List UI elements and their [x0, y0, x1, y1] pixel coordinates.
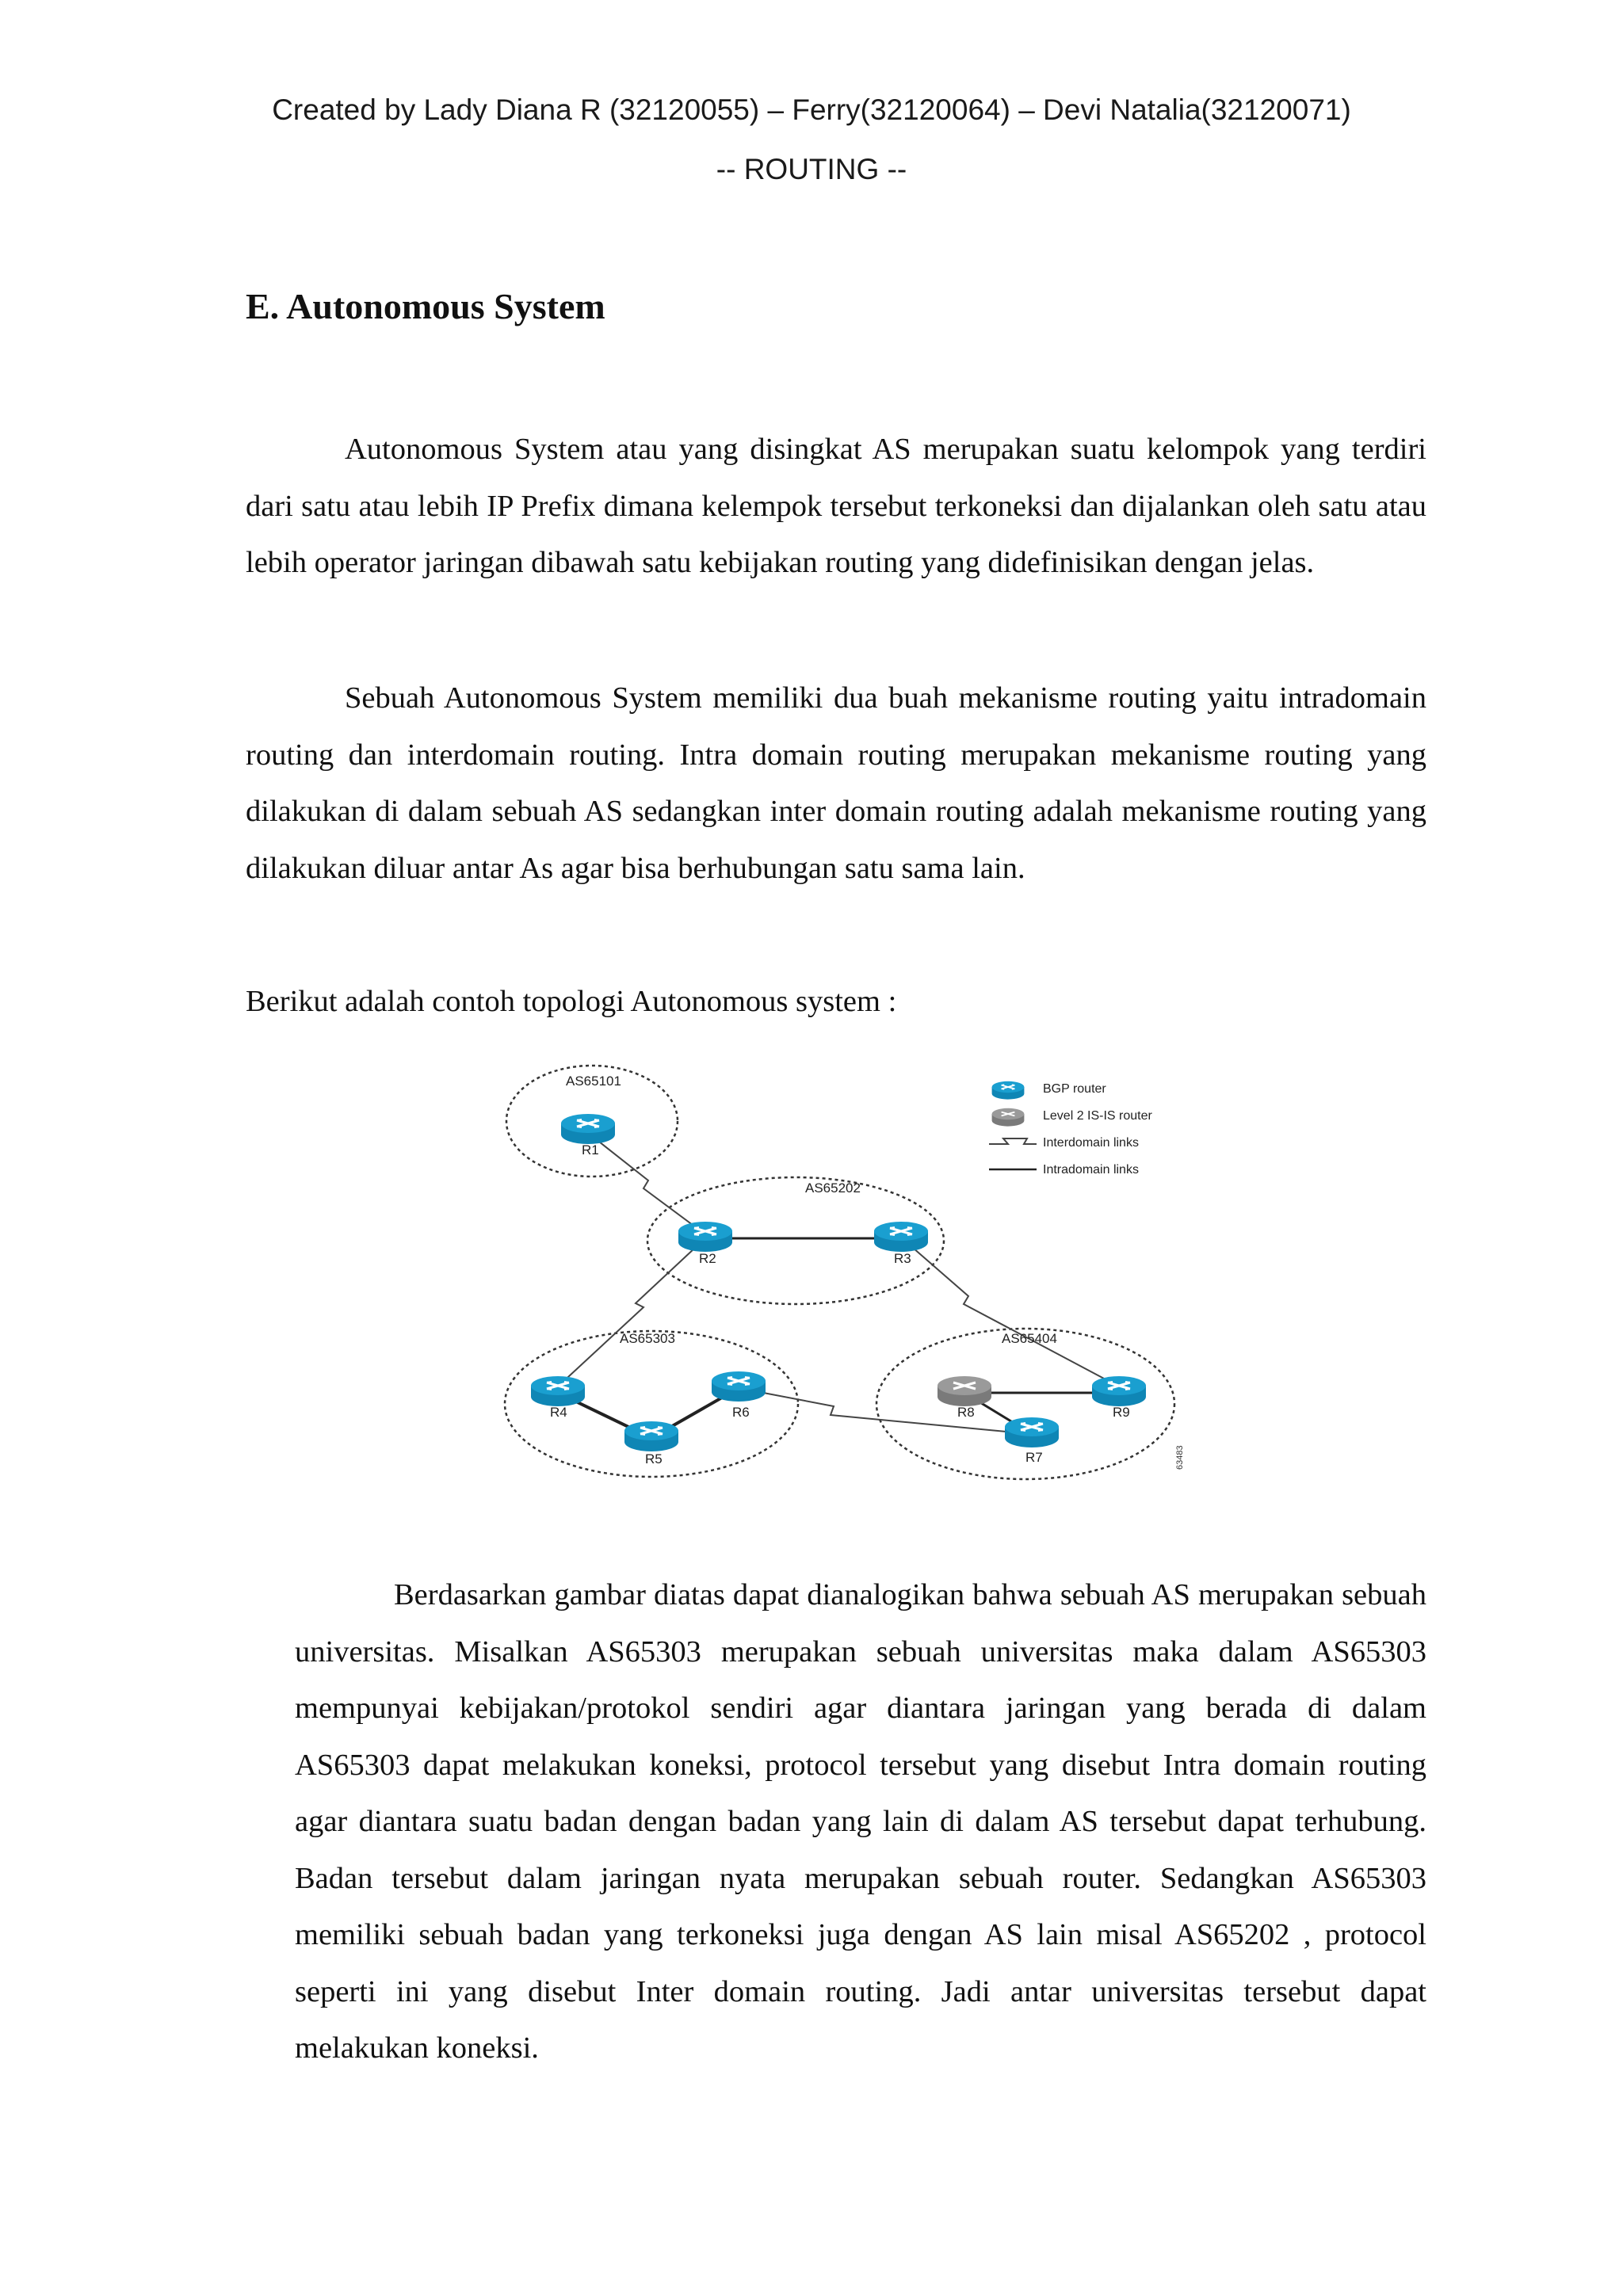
legend-bgp-label: BGP router: [1043, 1082, 1106, 1096]
router-r3: [874, 1222, 928, 1252]
legend-isis-label: Level 2 IS-IS router: [1043, 1109, 1152, 1123]
legend-intradomain-label: Intradomain links: [1043, 1163, 1139, 1177]
interdomain-link-r1-r2: [588, 1133, 705, 1234]
interdomain-link-r3-r9: [901, 1238, 1119, 1386]
router-r5: [624, 1421, 678, 1451]
router-label-r7: R7: [1025, 1450, 1043, 1465]
as-label-as65303: AS65303: [620, 1331, 675, 1346]
router-r8: [938, 1376, 991, 1406]
router-label-r5: R5: [645, 1451, 663, 1466]
router-r9: [1092, 1376, 1146, 1406]
legend-bgp-router-icon: [992, 1081, 1025, 1100]
legend: [989, 1081, 1153, 1177]
router-label-r4: R4: [550, 1405, 567, 1420]
paragraph-university-analogy: Berdasarkan gambar diatas dapat dianalogikan bahwa sebuah AS merupakan sebuah universitas. Misalkan AS65303 merupakan sebuah universitas maka dalam AS65303 mempunyai kebijakan/protokol sendiri agar diantara jaringan yang berada di dalam AS65303 dapat melakukan koneksi, protocol tersebut yang disebut Intra domain routing agar diantara suatu badan dengan badan yang lain di dalam AS tersebut dapat terhubung. Badan tersebut dalam jaringan nyata merupakan sebuah router. Sedangkan AS65303 memiliki sebuah badan yang terkoneksi juga dengan AS lain misal AS65202 , protocol seperti ini yang disebut Inter domain routing. Jadi antar universitas tersebut dapat melakukan koneksi.: [295, 1578, 1426, 2065]
section-heading: E. Autonomous System: [246, 286, 605, 326]
header-authors: Created by Lady Diana R (32120055) – Ferry(32120064) – Devi Natalia(32120071): [272, 93, 1351, 126]
router-r7: [1005, 1417, 1059, 1447]
as-topology-figure: [501, 1062, 1198, 1493]
as-label-as65404: AS65404: [1002, 1331, 1057, 1346]
router-r6: [712, 1371, 766, 1402]
as-label-as65101: AS65101: [566, 1074, 621, 1089]
topology-diagram: [501, 1062, 1198, 1493]
router-label-r1: R1: [582, 1142, 599, 1158]
interdomain-link-r2-r4: [558, 1248, 695, 1386]
legend-interdomain-line: [989, 1138, 1037, 1144]
legend-isis-router-icon: [992, 1108, 1025, 1127]
router-r2: [678, 1222, 732, 1252]
router-label-r9: R9: [1113, 1405, 1130, 1420]
header-topic: -- ROUTING --: [716, 153, 907, 185]
router-r4: [531, 1376, 585, 1406]
paragraph-mechanisms: Sebuah Autonomous System memiliki dua buah mekanisme routing yaitu intradomain routing dan interdomain routing. Intra domain routing merupakan mekanisme routing yang dilakukan di dalam sebuah AS sedangkan inter domain routing adalah mekanisme routing yang dilakukan diluar antar As agar bisa berhubungan satu sama lain.: [246, 681, 1426, 885]
legend-interdomain-label: Interdomain links: [1043, 1136, 1139, 1150]
paragraph-figure-intro: Berikut adalah contoh topologi Autonomous system :: [246, 985, 897, 1018]
paragraph-definition: Autonomous System atau yang disingkat AS merupakan suatu kelompok yang terdiri dari satu atau lebih IP Prefix dimana kelempok tersebut terkoneksi dan dijalankan oleh satu atau lebih operator jaringan dibawah satu kebijakan routing yang didefinisikan dengan jelas.: [246, 433, 1426, 579]
router-label-r6: R6: [732, 1405, 750, 1420]
router-r1: [561, 1114, 615, 1144]
as-label-as65202: AS65202: [805, 1180, 861, 1196]
router-label-r3: R3: [894, 1251, 911, 1266]
router-label-r2: R2: [699, 1251, 716, 1266]
router-label-r8: R8: [957, 1405, 975, 1420]
figure-id: 63483: [1175, 1445, 1185, 1470]
